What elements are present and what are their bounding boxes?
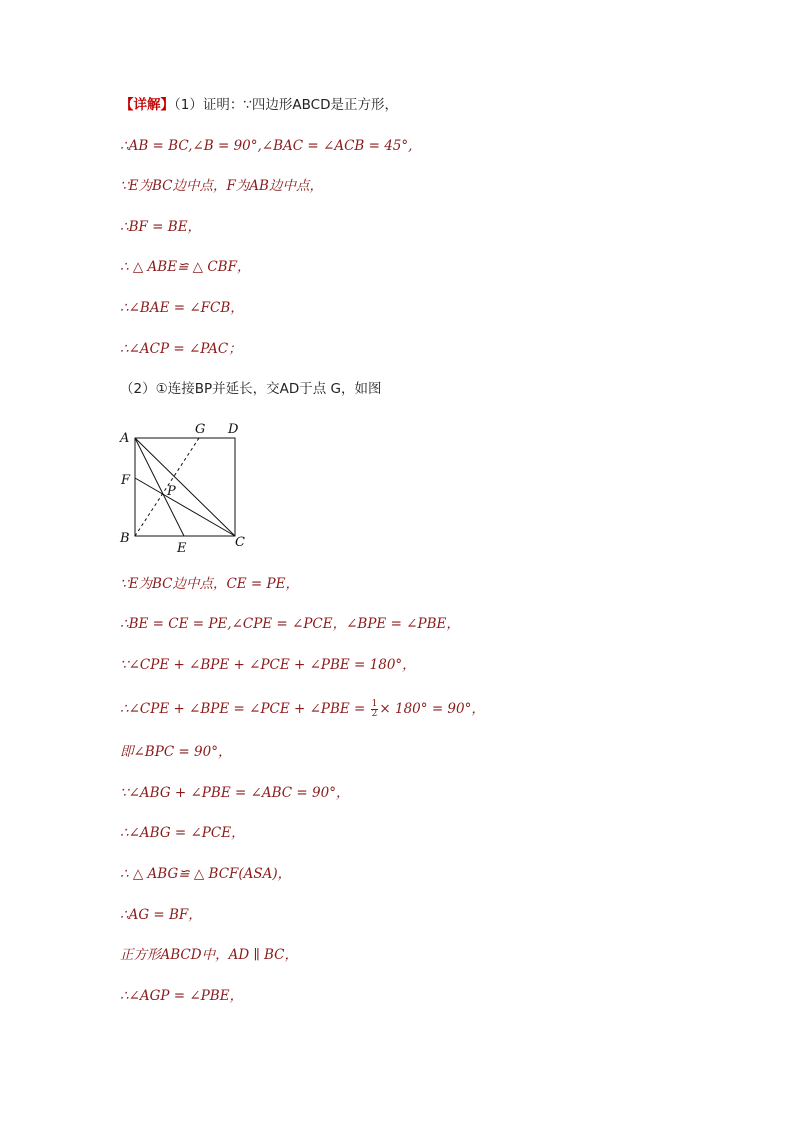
proof-line: 即∠BPC = 90°， [120, 744, 232, 760]
fraction-line-left: ∴∠CPE + ∠BPE = ∠PCE + ∠PBE = [120, 701, 370, 717]
label-e: E [177, 541, 187, 556]
proof-line: ∴BE = CE = PE,∠CPE = ∠PCE，∠BPE = ∠PBE， [120, 616, 460, 632]
proof-line: ∵E为BC边中点，CE = PE， [120, 576, 299, 592]
header-line [120, 96, 398, 114]
fraction-numerator: 1 [371, 699, 378, 709]
fraction-one-half [371, 700, 379, 719]
proof-line: ∴ △ ABG≌ △ BCF(ASA)， [120, 866, 292, 882]
proof-line: ∵E为BC边中点，F为AB边中点， [120, 178, 323, 194]
fraction-line-right: × 180° = 90°， [379, 701, 485, 717]
label-c: C [235, 535, 245, 550]
proof-line: ∴∠BAE = ∠FCB， [120, 300, 244, 316]
proof-line: ∴AG = BF， [120, 907, 202, 923]
proof-line: ∴∠AGP = ∠PBE， [120, 988, 244, 1004]
detail-tag: 【详解】 [120, 97, 174, 113]
label-a: A [120, 431, 130, 446]
proof-line: ∵∠ABG + ∠PBE = ∠ABC = 90°， [120, 785, 350, 801]
fraction-line [120, 700, 485, 719]
label-p: P [167, 484, 176, 499]
proof-line: ∴BF = BE， [120, 219, 202, 235]
segment-ae [135, 438, 184, 536]
geometry-figure [115, 418, 255, 556]
label-g: G [195, 422, 206, 437]
proof-line: ∵∠CPE + ∠BPE + ∠PCE + ∠PBE = 180°， [120, 657, 416, 673]
proof-line: ∴AB = BC,∠B = 90°,∠BAC = ∠ACB = 45°, [120, 138, 413, 154]
part2-heading: （2）①连接BP并延长，交AD于点 G，如图 [120, 381, 382, 397]
label-f: F [121, 473, 131, 488]
proof-line: ∴ △ ABE≌ △ CBF， [120, 259, 251, 275]
proof-line: ∴∠ACP = ∠PAC； [120, 341, 242, 357]
label-d: D [228, 422, 239, 437]
proof-line: 正方形ABCD中，AD ∥ BC， [120, 947, 298, 963]
label-b: B [120, 531, 130, 546]
proof-line: ∴∠ABG = ∠PCE， [120, 825, 245, 841]
header-text: （1）证明：∵四边形ABCD是正方形， [174, 97, 399, 113]
fraction-denominator: 2 [371, 709, 378, 719]
